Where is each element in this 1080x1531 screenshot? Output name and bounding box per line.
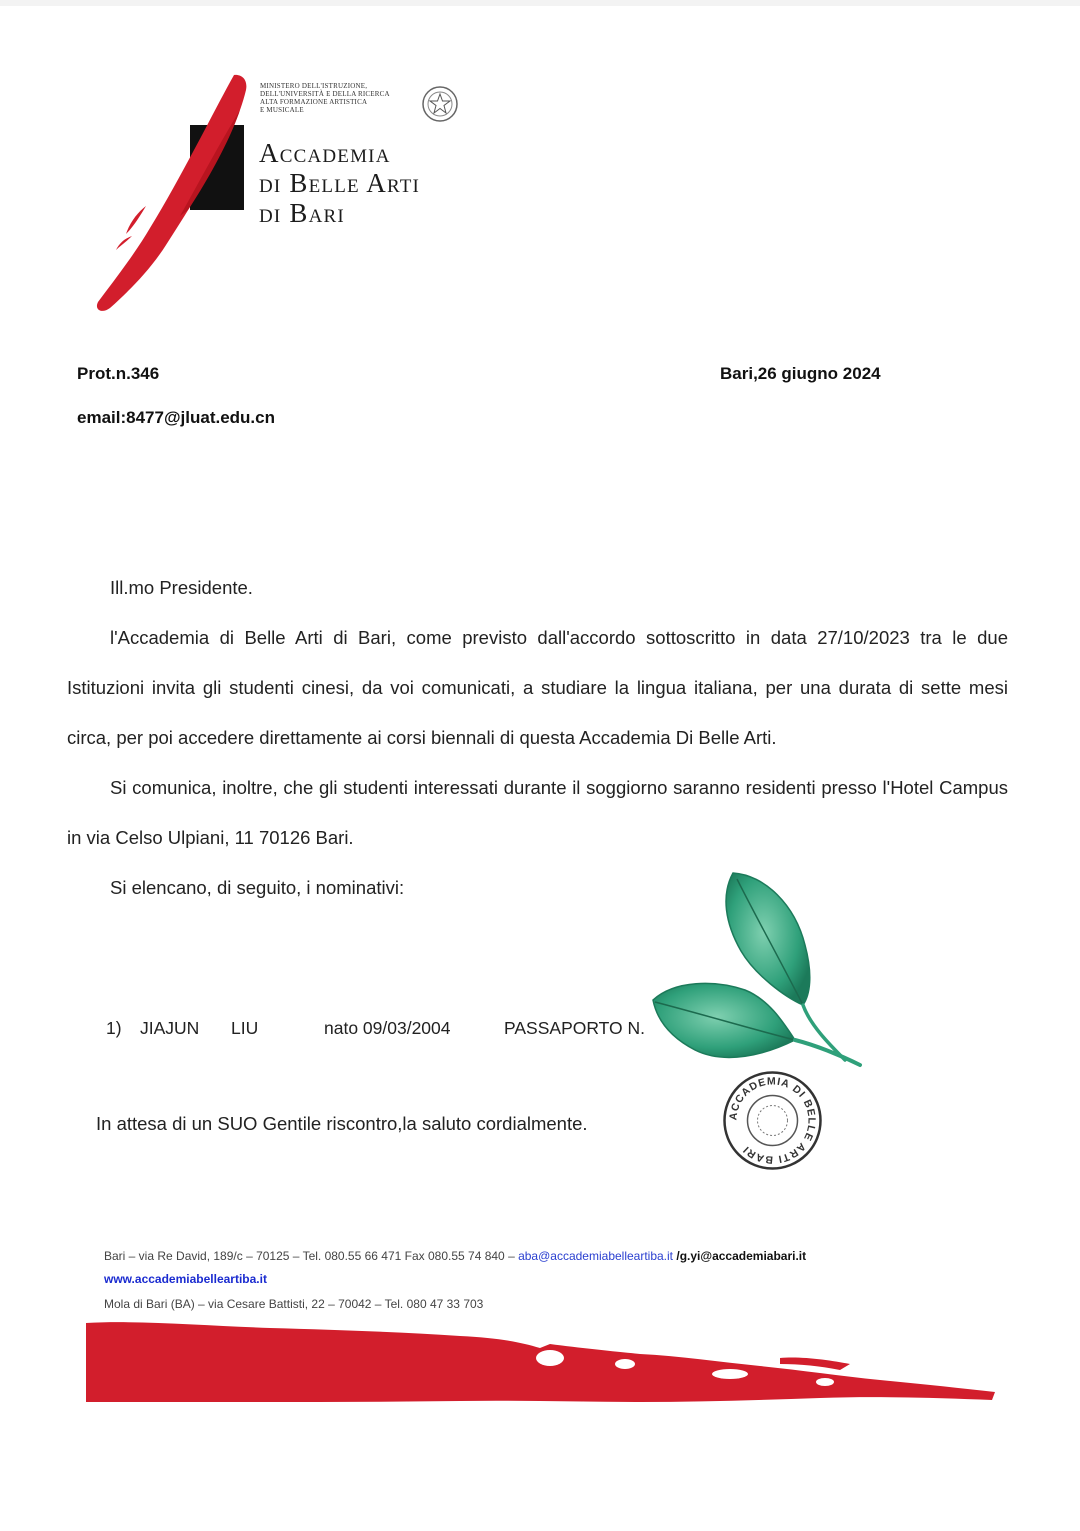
ministry-line: E MUSICALE: [260, 106, 304, 114]
footer-line-3: [104, 1297, 483, 1311]
ministry-line: DELL'UNIVERSITÀ E DELLA RICERCA: [260, 90, 390, 98]
paragraph-residence: Si comunica, inoltre, che gli studenti interessati durante il soggiorno saranno residenti presso l'Hotel Campus in via Celso Ulpiani, 11 70126 Bari.: [67, 777, 1008, 848]
student-birth-date: nato 09/03/2004: [324, 1018, 451, 1038]
footer-line-2: [104, 1272, 267, 1286]
email-address: email:8477@jluat.edu.cn: [77, 408, 275, 427]
academy-name-line: di Bari: [259, 198, 345, 228]
footer-website-link[interactable]: www.accademiabelleartiba.it: [104, 1272, 267, 1286]
closing-greeting: In attesa di un SUO Gentile riscontro,la saluto cordialmente.: [96, 1113, 588, 1134]
protocol-number: Prot.n.346: [77, 364, 160, 383]
republic-emblem-icon: [420, 84, 460, 124]
ministry-line: MINISTERO DELL'ISTRUZIONE,: [260, 82, 368, 90]
academy-name-line: di Belle Arti: [259, 168, 421, 198]
paragraph-list-intro: Si elencano, di seguito, i nominativi:: [110, 877, 405, 898]
place-date: Bari,26 giugno 2024: [720, 364, 881, 383]
letter-body: [67, 563, 1008, 913]
footer-email-link[interactable]: aba@accademiabelleartiba.it: [518, 1249, 674, 1263]
student-first-name: JIAJUN: [140, 1018, 200, 1038]
svg-text:ACCADEMIA DI BELLE ARTI BARI: [727, 1075, 817, 1165]
footer-email-2[interactable]: /g.yi@accademiabari.it: [673, 1249, 807, 1263]
academy-name: [259, 138, 420, 228]
student-last-name: LIU: [231, 1018, 259, 1038]
ministry-line: ALTA FORMAZIONE ARTISTICA: [260, 98, 368, 106]
leaf-icon: [645, 865, 870, 1075]
footer-address: Bari – via Re David, 189/c – 70125 – Tel. 080.55 66 471 Fax 080.55 74 840 –: [104, 1249, 519, 1263]
footer-line-1: [104, 1249, 806, 1263]
stamp-text: ACCADEMIA DI BELLE ARTI BARI: [727, 1075, 818, 1166]
student-number: 1): [106, 1018, 122, 1038]
academy-stamp-icon: [720, 1068, 825, 1173]
footer-brush-icon: [80, 1318, 1000, 1413]
page-top-border: [0, 0, 1080, 6]
academy-name-line: Accademia: [259, 138, 391, 168]
student-passport: PASSAPORTO N.: [504, 1018, 646, 1038]
salutation: Ill.mo Presidente.: [110, 577, 253, 598]
academy-logo-brush-icon: [80, 70, 260, 320]
ministry-header: [260, 82, 420, 114]
footer-secondary-address: Mola di Bari (BA) – via Cesare Battisti, 22 – 70042 – Tel. 080 47 33 703: [104, 1297, 484, 1311]
paragraph-invitation: l'Accademia di Belle Arti di Bari, come previsto dall'accordo sottoscritto in data 27/10/2023 tra le due Istituzioni invita gli studenti cinesi, da voi comunicati, a studiare la lingua italiana, per una durata di sette mesi circa, per poi accedere direttamente ai corsi biennali di questa Accademia Di Belle Arti.: [67, 627, 1008, 748]
